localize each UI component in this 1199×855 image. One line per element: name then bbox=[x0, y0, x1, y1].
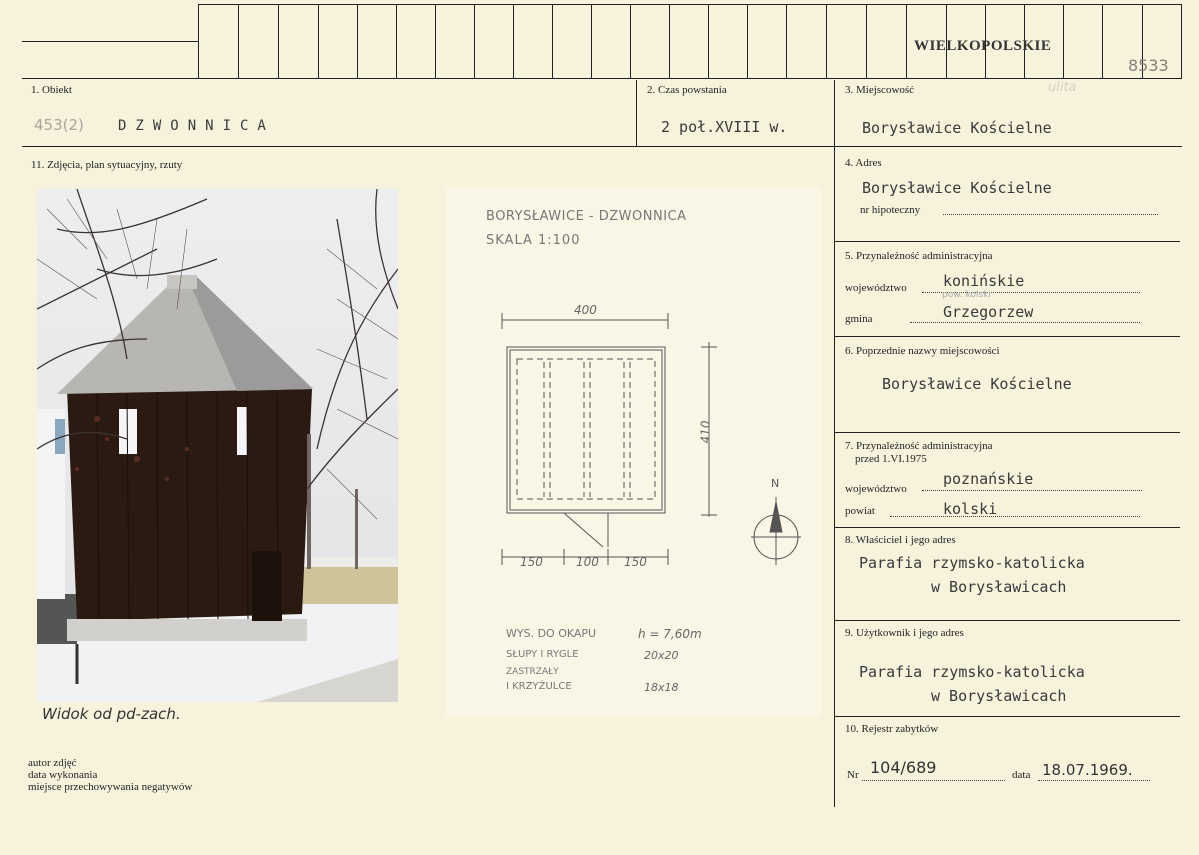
north-label: N bbox=[771, 477, 780, 490]
user-line1: Parafia rzymsko-katolicka bbox=[859, 663, 1085, 681]
register-date-value: 18.07.1969. bbox=[1042, 761, 1133, 779]
note-row bbox=[506, 681, 806, 699]
field-owner-label: 8. Właściciel i jego adres bbox=[845, 534, 956, 546]
tab-divider bbox=[318, 4, 319, 78]
tab-divider bbox=[1063, 4, 1064, 78]
register-date-label: data bbox=[1012, 769, 1031, 781]
belfry-photo bbox=[37, 189, 398, 702]
field-register-label: 10. Rejestr zabytków bbox=[845, 723, 939, 735]
tab-divider bbox=[669, 4, 670, 78]
region-stamp: WIELKOPOLSKIE bbox=[914, 38, 1052, 54]
photo-date-label: data wykonania bbox=[28, 769, 98, 781]
tab-divider bbox=[357, 4, 358, 78]
tab-divider bbox=[630, 4, 631, 78]
tab-top-edge bbox=[198, 4, 1182, 5]
note-row bbox=[506, 649, 806, 667]
owner-line1: Parafia rzymsko-katolicka bbox=[859, 554, 1085, 572]
note-label: SŁUPY I RYGLE bbox=[506, 649, 579, 660]
note-row bbox=[506, 627, 806, 649]
tab-divider bbox=[826, 4, 827, 78]
county-label: powiat bbox=[845, 505, 875, 517]
voivodeship-value: konińskie bbox=[943, 272, 1025, 290]
tab-divider bbox=[278, 4, 279, 78]
tab-divider bbox=[708, 4, 709, 78]
tab-divider bbox=[513, 4, 514, 78]
card-number: 8533 bbox=[1128, 56, 1169, 75]
owner-line2: w Borysławicach bbox=[931, 578, 1067, 596]
field-period-label: 2. Czas powstania bbox=[647, 84, 727, 96]
old-voivodeship-label: województwo bbox=[845, 483, 907, 495]
tab-divider bbox=[866, 4, 867, 78]
address-value: Borysławice Kościelne bbox=[862, 179, 1052, 197]
photo-caption: Widok od pd-zach. bbox=[42, 705, 181, 723]
note-row bbox=[506, 667, 806, 681]
field-address-label: 4. Adres bbox=[845, 157, 882, 169]
tab-divider bbox=[474, 4, 475, 78]
object-value: DZWONNICA bbox=[118, 118, 275, 134]
tab-divider bbox=[1102, 4, 1103, 78]
note-value: 18x18 bbox=[644, 681, 679, 694]
tab-divider bbox=[906, 4, 907, 78]
field-photos-label: 11. Zdjęcia, plan sytuacyjny, rzuty bbox=[31, 159, 183, 171]
header-scribble: ulita bbox=[1048, 80, 1077, 95]
register-nr-label: Nr bbox=[847, 769, 859, 781]
sketch-title: BORYSŁAWICE - DZWONNICA bbox=[486, 209, 687, 224]
dim-bottom-mid: 100 bbox=[576, 555, 599, 569]
field-object-label: 1. Obiekt bbox=[31, 84, 72, 96]
county-note: pow. kolski bbox=[942, 290, 991, 300]
note-label: ZASTRZAŁY bbox=[506, 667, 559, 677]
floor-plan-sketch bbox=[446, 187, 822, 717]
note-value: 20x20 bbox=[644, 649, 679, 662]
tab-divider bbox=[238, 4, 239, 78]
place-value: Borysławice Kościelne bbox=[862, 119, 1052, 137]
dim-side-label: 410 bbox=[698, 420, 713, 444]
voivodeship-label: województwo bbox=[845, 282, 907, 294]
dim-bottom-left: 150 bbox=[520, 555, 543, 569]
tab-divider bbox=[435, 4, 436, 78]
tab-divider bbox=[747, 4, 748, 78]
sketch-scale: SKALA 1:100 bbox=[486, 233, 581, 248]
note-label: I KRZYŻULCE bbox=[506, 681, 572, 692]
county-value: kolski bbox=[943, 500, 998, 518]
field-place-label: 3. Miejscowość bbox=[845, 84, 915, 96]
photo-author-label: autor zdjęć bbox=[28, 757, 77, 769]
mortgage-label: nr hipoteczny bbox=[860, 204, 921, 216]
field-user-label: 9. Użytkownik i jego adres bbox=[845, 627, 964, 639]
note-label: WYS. DO OKAPU bbox=[506, 627, 597, 640]
tab-divider bbox=[396, 4, 397, 78]
tab-divider bbox=[198, 4, 199, 78]
commune-label: gmina bbox=[845, 313, 873, 325]
field-admin-label: 5. Przynależność administracyjna bbox=[845, 250, 993, 262]
old-voivodeship-value: poznańskie bbox=[943, 470, 1034, 488]
tab-divider bbox=[591, 4, 592, 78]
field-admin-before-label: 7. Przynależność administracyjna bbox=[845, 440, 993, 452]
period-value: 2 poł.XVIII w. bbox=[661, 118, 788, 136]
register-nr-value: 104/689 bbox=[870, 758, 937, 777]
dim-bottom-right: 150 bbox=[624, 555, 647, 569]
commune-value: Grzegorzew bbox=[943, 303, 1034, 321]
field-admin-before-date: przed 1.VI.1975 bbox=[855, 453, 927, 465]
field-former-names-label: 6. Poprzednie nazwy miejscowości bbox=[845, 345, 1000, 357]
tab-divider bbox=[786, 4, 787, 78]
user-line2: w Borysławicach bbox=[931, 687, 1067, 705]
tab-divider bbox=[552, 4, 553, 78]
negatives-storage-label: miejsce przechowywania negatywów bbox=[28, 781, 193, 793]
sketch-notes bbox=[506, 627, 806, 699]
former-name-value: Borysławice Kościelne bbox=[882, 375, 1072, 393]
object-index-note: 453(2) bbox=[34, 116, 84, 134]
tab-divider bbox=[1181, 4, 1182, 78]
dim-top-label: 400 bbox=[574, 303, 597, 317]
note-value: h = 7,60m bbox=[638, 627, 702, 641]
